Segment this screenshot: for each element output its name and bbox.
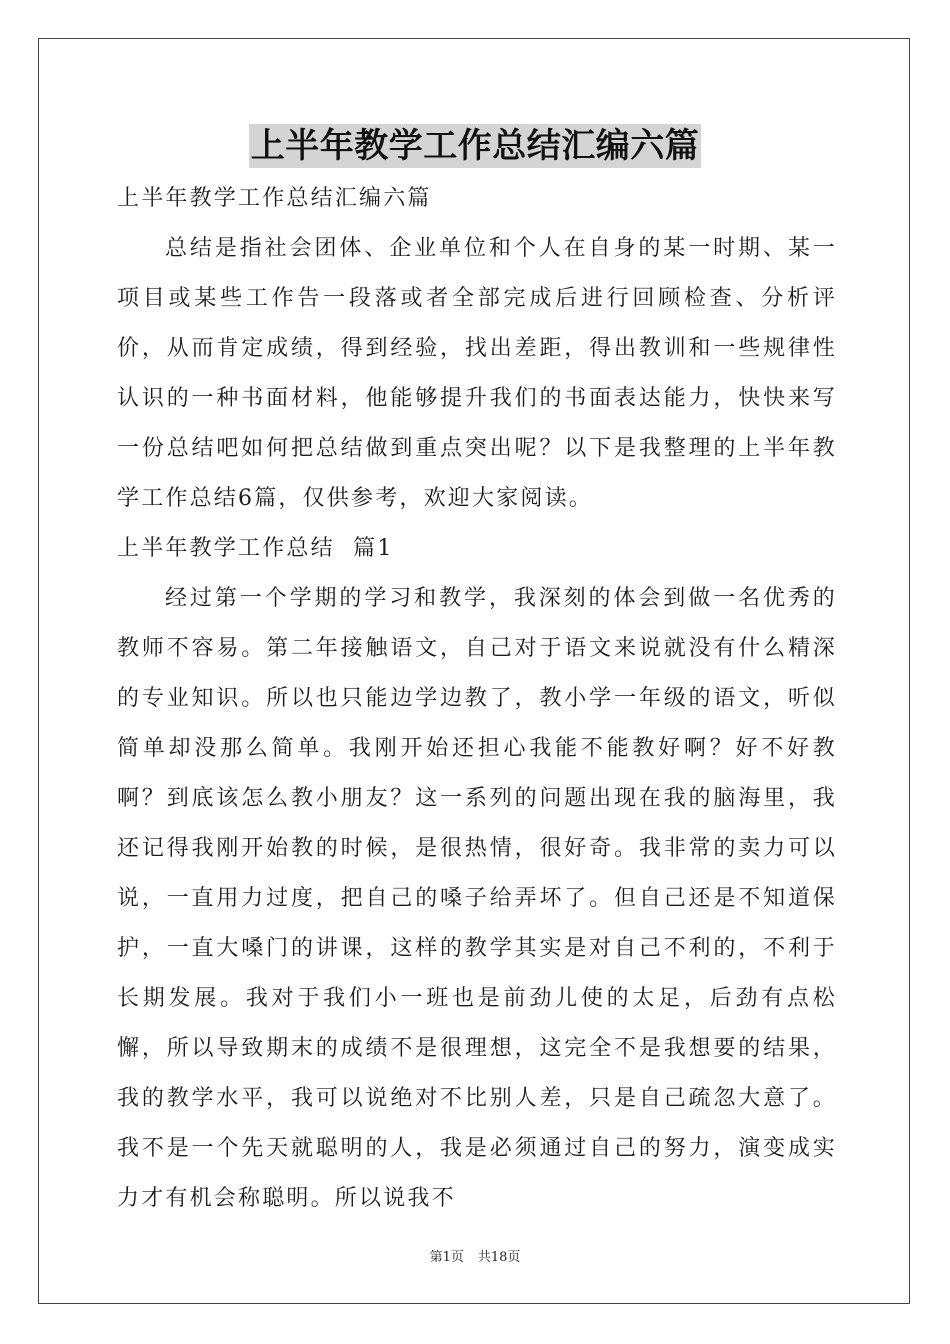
document-subtitle: 上半年教学工作总结汇编六篇 — [117, 186, 432, 211]
document-title: 上半年教学工作总结汇编六篇 — [250, 126, 700, 166]
page-number: 第1页 — [429, 1250, 464, 1265]
document-body — [117, 174, 837, 1224]
intro-paragraph: 总结是指社会团体、企业单位和个人在自身的某一时期、某一项目或某些工作告一段落或者全部完成后进行回顾检查、分析评价，从而肯定成绩，得到经验，找出差距，得出教训和一些规律性认识的一种书面材料，他能够提升我们的书面表达能力，快快来写一份总结吧如何把总结做到重点突出呢？以下是我整理的上半年教学工作总结6篇，仅供参考，欢迎大家阅读。 — [117, 236, 837, 511]
page-total: 共18页 — [477, 1250, 521, 1265]
section-heading: 上半年教学工作总结 篇1 — [117, 536, 394, 561]
section-paragraph: 经过第一个学期的学习和教学，我深刻的体会到做一名优秀的教师不容易。第二年接触语文，自己对于语文来说就没有什么精深的专业知识。所以也只能边学边教了，教小学一年级的语文，听似简单却没那么简单。我刚开始还担心我能不能教好啊？好不好教啊？到底该怎么教小朋友？这一系列的问题出现在我的脑海里，我还记得我刚开始教的时候，是很热情，很好奇。我非常的卖力可以说，一直用力过度，把自己的嗓子给弄坏了。但自己还是不知道保护，一直大嗓门的讲课，这样的教学其实是对自己不利的，不利于长期发展。我对于我们小一班也是前劲儿使的太足，后劲有点松懈，所以导致期末的成绩不是很理想，这完全不是我想要的结果，我的教学水平，我可以说绝对不比别人差，只是自己疏忽大意了。我不是一个先天就聪明的人，我是必须通过自己的努力，演变成实力才有机会称聪明。所以说我不 — [117, 586, 837, 1211]
title-container — [0, 124, 950, 168]
page-footer — [0, 1246, 950, 1265]
